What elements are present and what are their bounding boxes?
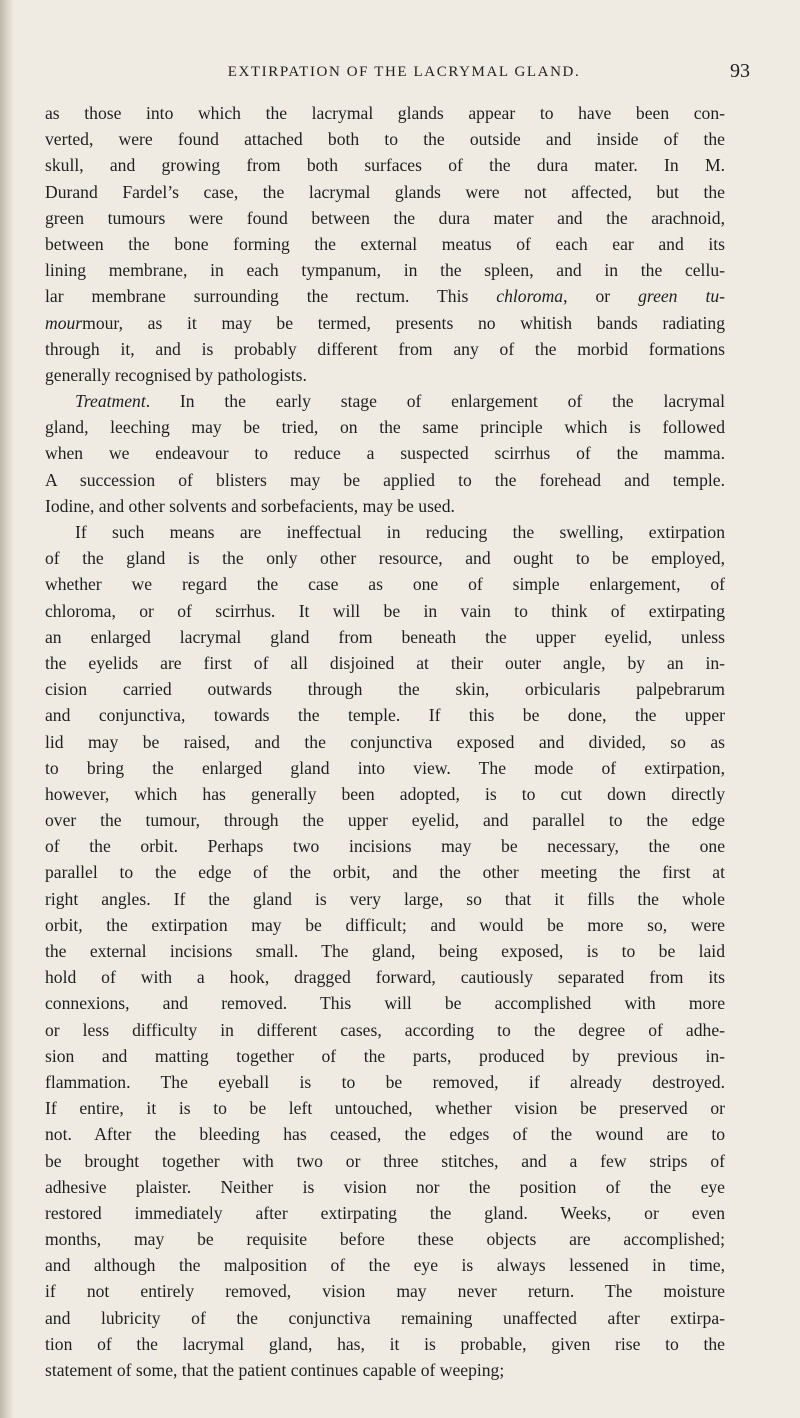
text-line: right angles. If the gland is very large, so that it fills the whole [45,888,725,909]
text-line: skull, and growing from both surfaces of the dura mater. In M. [45,155,725,176]
italic-term-green-tumour: green tu- [638,286,725,307]
text-line: and conjunctiva, towards the temple. If this be done, the upper [45,705,725,726]
text-line: cision carried outwards through the skin, orbicularis palpebrarum [45,679,725,700]
text-line: if not entirely removed, vision may never return. The moisture [45,1281,725,1302]
text-line: over the tumour, through the upper eyelid, and parallel to the edge [45,810,725,831]
text-line: If entire, it is to be left untouched, whether vision be preserved or [45,1098,725,1119]
text-line: an enlarged lacrymal gland from beneath the upper eyelid, unless [45,626,725,647]
text-fragment: mour, as it may be termed, presents no whitish bands radiating [82,312,725,333]
page-gutter-shadow [0,0,14,1418]
italic-term-mour: mour [45,312,83,333]
text-line: whether we regard the case as one of simple enlargement, of [45,574,725,595]
text-line: verted, were found attached both to the outside and inside of the [45,129,725,150]
body-text [45,100,725,1383]
text-line: generally recognised by pathologists. [45,364,307,385]
text-line: parallel to the edge of the orbit, and the other meeting the first at [45,862,725,883]
text-line: as those into which the lacrymal glands appear to have been con- [45,103,725,123]
text-line-chloroma [45,283,725,309]
text-fragment: . In the early stage of enlargement of the lacrymal [145,391,725,412]
text-line: the eyelids are first of all disjoined at their outer angle, by an in- [45,652,725,673]
text-line: sion and matting together of the parts, produced by previous in- [45,1045,725,1066]
text-line: be brought together with two or three stitches, and a few strips of [45,1150,725,1171]
text-line: tion of the lacrymal gland, has, it is probable, given rise to the [45,1333,725,1354]
text-line: connexions, and removed. This will be accomplished with more [45,993,725,1014]
text-line: or less difficulty in different cases, according to the degree of adhe- [45,1019,725,1040]
text-line: statement of some, that the patient continues capable of weeping; [45,1360,505,1380]
text-line [45,310,725,336]
text-line: gland, leeching may be tried, on the same principle which is followed [45,417,725,438]
text-line: If such means are ineffectual in reducing the swelling, extirpation [75,522,725,542]
text-line: chloroma, or of scirrhus. It will be in vain to think of extirpating [45,600,725,621]
text-line: through it, and is probably different from any of the morbid formations [45,338,725,359]
text-line: green tumours were found between the dura mater and the arachnoid, [45,207,725,228]
text-line: adhesive plaister. Neither is vision nor the position of the eye [45,1176,725,1197]
text-fragment: lar membrane surrounding the rectum. This [45,286,497,307]
text-line: however, which has generally been adopted, is to cut down directly [45,783,725,804]
text-line: A succession of blisters may be applied to the forehead and temple. [45,469,725,490]
text-line: to bring the enlarged gland into view. The mode of extirpation, [45,757,725,778]
text-line: the external incisions small. The gland, being exposed, is to be laid [45,941,725,961]
text-line: not. After the bleeding has ceased, the edges of the wound are to [45,1124,725,1145]
text-line: and lubricity of the conjunctiva remaining unaffected after extirpa- [45,1307,725,1328]
text-line: hold of with a hook, dragged forward, cautiously separated from its [45,967,725,988]
text-line: of the gland is the only other resource, and ought to be employed, [45,548,725,569]
italic-heading-treatment: Treatment [75,391,146,412]
text-line: Durand Fardel’s case, the lacrymal glands were not affected, but the [45,181,725,202]
text-line: lid may be raised, and the conjunctiva exposed and divided, so as [45,731,725,752]
text-line: orbit, the extirpation may be difficult; and would be more so, were [45,914,725,935]
text-line: of the orbit. Perhaps two incisions may be necessary, the one [45,836,725,857]
text-line: lining membrane, in each tympanum, in the spleen, and in the cellu- [45,260,725,281]
text-line: and although the malposition of the eye is always lessened in time, [45,1255,725,1276]
running-head: EXTIRPATION OF THE LACRYMAL GLAND. [227,64,581,80]
text-fragment: , or [563,286,639,307]
page-number: 93 [730,60,750,82]
text-line: between the bone forming the external meatus of each ear and its [45,233,725,254]
text-line: when we endeavour to reduce a suspected scirrhus of the mamma. [45,443,725,464]
page-header [58,60,750,88]
text-line: flammation. The eyeball is to be removed, if already destroyed. [45,1071,725,1092]
text-line: Iodine, and other solvents and sorbefacients, may be used. [45,495,455,516]
text-line: restored immediately after extirpating the gland. Weeks, or even [45,1202,725,1223]
text-line-treatment [45,388,725,414]
italic-term-chloroma: chloroma [496,286,564,307]
text-line: months, may be requisite before these objects are accomplished; [45,1229,725,1250]
